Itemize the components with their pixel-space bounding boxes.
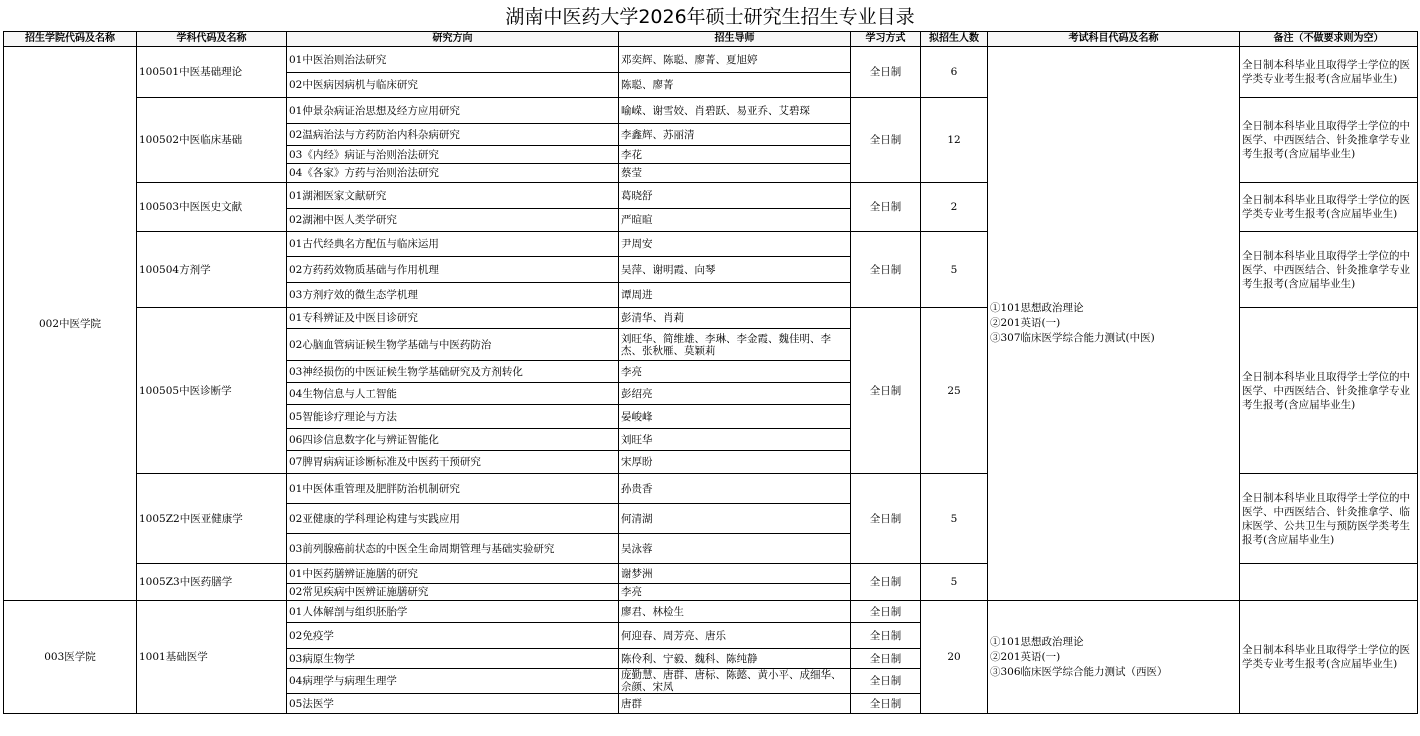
direction-cell: 01专科辨证及中医目诊研究: [287, 308, 619, 329]
college-cell: 002中医学院: [4, 47, 137, 601]
table-row: [4, 601, 1418, 623]
direction-cell: 05法医学: [287, 694, 619, 714]
tutor-cell: 蔡莹: [619, 164, 851, 183]
catalog-body: [4, 47, 1418, 714]
mode-cell: 全日制: [851, 601, 921, 623]
direction-cell: 02温病治法与方药防治内科杂病研究: [287, 124, 619, 146]
tutor-cell: 喻嵘、谢雪姣、肖碧跃、易亚乔、艾碧琛: [619, 98, 851, 124]
mode-cell: 全日制: [851, 669, 921, 694]
college-cell: 003医学院: [4, 601, 137, 714]
quota-cell: 6: [921, 47, 988, 98]
exam-item: ②201英语(一): [990, 650, 1061, 663]
direction-cell: 03前列腺癌前状态的中医全生命周期管理与基础实验研究: [287, 534, 619, 564]
direction-cell: 03病原生物学: [287, 649, 619, 669]
subject-cell: 100503中医医史文献: [137, 183, 287, 232]
tutor-cell: 刘旺华: [619, 429, 851, 451]
subject-cell: 1001基础医学: [137, 601, 287, 714]
tutor-cell: 葛晓舒: [619, 183, 851, 209]
quota-cell: 12: [921, 98, 988, 183]
direction-cell: 02湖湘中医人类学研究: [287, 209, 619, 232]
tutor-cell: 严暄暄: [619, 209, 851, 232]
quota-cell: 5: [921, 232, 988, 308]
direction-cell: 01古代经典名方配伍与临床运用: [287, 232, 619, 257]
tutor-cell: 何迎春、周芳亮、唐乐: [619, 623, 851, 649]
header-college: 招生学院代码及名称: [4, 32, 137, 47]
exam-cell: [988, 47, 1240, 601]
direction-cell: 02免疫学: [287, 623, 619, 649]
tutor-cell: 陈伶利、宁毅、魏科、陈纯静: [619, 649, 851, 669]
quota-cell: 5: [921, 564, 988, 601]
direction-cell: 01人体解剖与组织胚胎学: [287, 601, 619, 623]
quota-cell: 5: [921, 474, 988, 564]
header-tutor: 招生导师: [619, 32, 851, 47]
direction-cell: 01中医药膳辨证施膳的研究: [287, 564, 619, 584]
note-cell: 全日制本科毕业且取得学士学位的中医学、中西医结合、针灸推拿学、临床医学、公共卫生与预防医学类考生报考(含应届毕业生): [1240, 474, 1418, 564]
direction-cell: 06四诊信息数字化与辨证智能化: [287, 429, 619, 451]
mode-cell: 全日制: [851, 47, 921, 98]
tutor-cell: 廖君、林检生: [619, 601, 851, 623]
tutor-cell: 尹周安: [619, 232, 851, 257]
subject-cell: 1005Z2中医亚健康学: [137, 474, 287, 564]
header-row: [4, 32, 1418, 47]
mode-cell: 全日制: [851, 308, 921, 474]
tutor-cell: 彭清华、肖莉: [619, 308, 851, 329]
exam-item: ①101思想政治理论: [990, 302, 1084, 314]
tutor-cell: 庞勤慧、唐群、唐标、陈懿、黄小平、成细华、佘颜、宋凤: [619, 669, 851, 694]
tutor-cell: 宋厚盼: [619, 451, 851, 474]
header-subject: 学科代码及名称: [137, 32, 287, 47]
direction-cell: 01中医体重管理及肥胖防治机制研究: [287, 474, 619, 504]
tutor-cell: 谢梦洲: [619, 564, 851, 584]
note-cell: 全日制本科毕业且取得学士学位的中医学、中西医结合、针灸推拿学专业考生报考(含应届毕业生): [1240, 308, 1418, 474]
tutor-cell: 李亮: [619, 361, 851, 383]
tutor-cell: 彭绍亮: [619, 383, 851, 405]
page-title: 湖南中医药大学2026年硕士研究生招生专业目录: [505, 6, 915, 28]
note-cell: 全日制本科毕业且取得学士学位的医学类专业考生报考(含应届毕业生): [1240, 47, 1418, 98]
mode-cell: 全日制: [851, 694, 921, 714]
exam-item: ③307临床医学综合能力测试(中医): [990, 332, 1155, 344]
header-mode: 学习方式: [851, 32, 921, 47]
tutor-cell: 李花: [619, 146, 851, 164]
mode-cell: 全日制: [851, 649, 921, 669]
direction-cell: 04病理学与病理生理学: [287, 669, 619, 694]
subject-cell: 100501中医基础理论: [137, 47, 287, 98]
subject-cell: 100504方剂学: [137, 232, 287, 308]
direction-cell: 07脾胃病病证诊断标准及中医药干预研究: [287, 451, 619, 474]
direction-cell: 04生物信息与人工智能: [287, 383, 619, 405]
header-exam: 考试科目代码及名称: [988, 32, 1240, 47]
tutor-cell: 何清湖: [619, 504, 851, 534]
exam-cell: [988, 601, 1240, 714]
tutor-cell: 陈聪、廖菁: [619, 73, 851, 98]
exam-item: ②201英语(一): [990, 317, 1061, 329]
direction-cell: 03《内经》病证与治则治法研究: [287, 146, 619, 164]
quota-cell: 20: [921, 601, 988, 714]
direction-cell: 02方药药效物质基础与作用机理: [287, 257, 619, 283]
tutor-cell: 吴泳蓉: [619, 534, 851, 564]
mode-cell: 全日制: [851, 232, 921, 308]
exam-item: ①101思想政治理论: [990, 635, 1084, 648]
mode-cell: 全日制: [851, 183, 921, 232]
header-quota: 拟招生人数: [921, 32, 988, 47]
exam-item: ③306临床医学综合能力测试（西医）: [990, 665, 1168, 678]
mode-cell: 全日制: [851, 474, 921, 564]
direction-cell: 02中医病因病机与临床研究: [287, 73, 619, 98]
direction-cell: 02心脑血管病证候生物学基础与中医药防治: [287, 329, 619, 361]
direction-cell: 01中医治则治法研究: [287, 47, 619, 73]
subject-cell: 100505中医诊断学: [137, 308, 287, 474]
tutor-cell: 谭周进: [619, 283, 851, 308]
header-direction: 研究方向: [287, 32, 619, 47]
direction-cell: 01湖湘医家文献研究: [287, 183, 619, 209]
tutor-cell: 李亮: [619, 584, 851, 601]
header-note: 备注（不做要求则为空）: [1240, 32, 1418, 47]
tutor-cell: 晏峻峰: [619, 405, 851, 429]
quota-cell: 2: [921, 183, 988, 232]
tutor-cell: 孙贵香: [619, 474, 851, 504]
note-cell: 全日制本科毕业且取得学士学位的中医学、中西医结合、针灸推拿学专业考生报考(含应届毕业生): [1240, 98, 1418, 183]
direction-cell: 05智能诊疗理论与方法: [287, 405, 619, 429]
note-cell: 全日制本科毕业且取得学士学位的医学类专业考生报考(含应届毕业生): [1240, 183, 1418, 232]
table-row: [4, 47, 1418, 73]
tutor-cell: 刘旺华、简维雄、李琳、李金霞、魏佳明、李杰、张秋雁、莫颖莉: [619, 329, 851, 361]
direction-cell: 02亚健康的学科理论构建与实践应用: [287, 504, 619, 534]
note-cell: 全日制本科毕业且取得学士学位的中医学、中西医结合、针灸推拿学专业考生报考(含应届毕业生): [1240, 232, 1418, 308]
mode-cell: 全日制: [851, 98, 921, 183]
direction-cell: 01仲景杂病证治思想及经方应用研究: [287, 98, 619, 124]
direction-cell: 03神经损伤的中医证候生物学基础研究及方剂转化: [287, 361, 619, 383]
quota-cell: 25: [921, 308, 988, 474]
tutor-cell: 邓奕辉、陈聪、廖菁、夏旭婷: [619, 47, 851, 73]
subject-cell: 100502中医临床基础: [137, 98, 287, 183]
direction-cell: 02常见疾病中医辨证施膳研究: [287, 584, 619, 601]
mode-cell: 全日制: [851, 564, 921, 601]
note-cell: [1240, 564, 1418, 601]
note-cell: 全日制本科毕业且取得学士学位的医学类专业考生报考(含应届毕业生): [1240, 601, 1418, 714]
tutor-cell: 吴萍、谢明霞、向琴: [619, 257, 851, 283]
tutor-cell: 李鑫辉、苏丽清: [619, 124, 851, 146]
subject-cell: 1005Z3中医药膳学: [137, 564, 287, 601]
direction-cell: 04《各家》方药与治则治法研究: [287, 164, 619, 183]
catalog-table: [3, 31, 1418, 714]
tutor-cell: 唐群: [619, 694, 851, 714]
mode-cell: 全日制: [851, 623, 921, 649]
direction-cell: 03方剂疗效的微生态学机理: [287, 283, 619, 308]
